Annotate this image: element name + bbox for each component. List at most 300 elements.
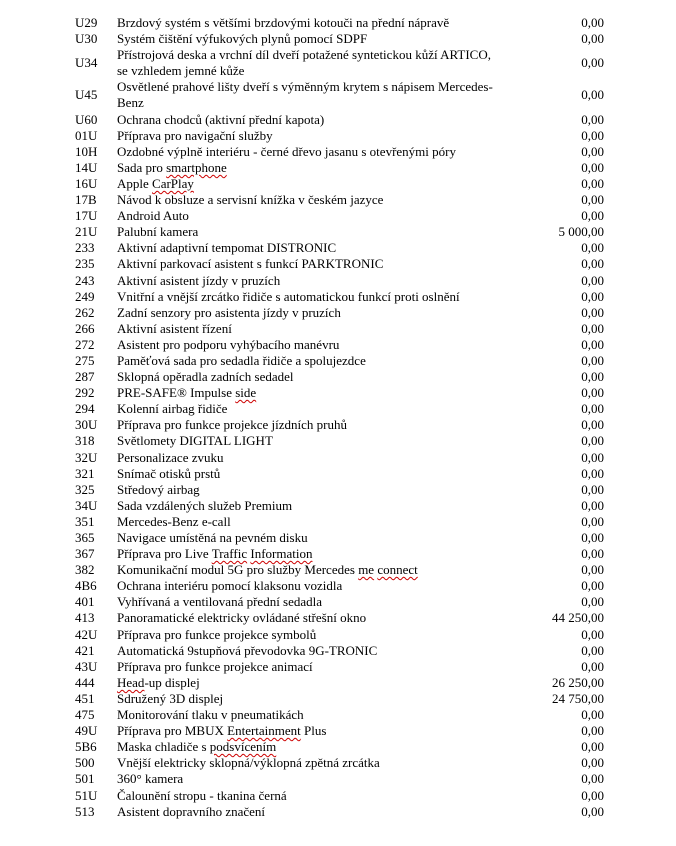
- table-row: [75, 723, 604, 739]
- option-code: 275: [75, 352, 95, 368]
- option-price: 0,00: [581, 449, 604, 465]
- description-line: [117, 289, 460, 304]
- option-price: 0,00: [581, 15, 604, 30]
- description-text: Příprava pro funkce projekce jízdních pruhů: [117, 417, 347, 433]
- description-text: Mercedes-Benz e-call: [117, 513, 231, 529]
- option-code: 513: [75, 803, 95, 819]
- description-text: Příprava pro Live: [117, 546, 212, 562]
- option-code: 475: [75, 707, 95, 723]
- option-description: [117, 627, 529, 643]
- table-row: [75, 112, 604, 128]
- description-line: [117, 707, 304, 722]
- table-row: [75, 353, 604, 369]
- table-row: [75, 337, 604, 353]
- description-text: Komunikační modul 5G pro služby Mercedes: [117, 562, 359, 578]
- misspelled-word: Entertainment: [227, 723, 301, 739]
- description-line: [117, 771, 183, 786]
- option-description: [117, 610, 529, 626]
- option-price: 0,00: [581, 111, 604, 127]
- table-row: [75, 755, 604, 771]
- misspelled-word: side: [235, 385, 257, 401]
- option-price: 0,00: [581, 320, 604, 336]
- option-price: 0,00: [581, 336, 604, 352]
- table-row: [75, 610, 604, 626]
- option-price: 0,00: [581, 208, 604, 224]
- description-line: [117, 788, 287, 803]
- table-row: [75, 804, 604, 820]
- option-price: 0,00: [581, 417, 604, 433]
- option-price: 0,00: [581, 771, 604, 787]
- description-line: [117, 79, 493, 94]
- option-code: 34U: [75, 497, 98, 513]
- option-code: U60: [75, 111, 98, 127]
- description-text: Personalizace zvuku: [117, 449, 224, 465]
- option-description: [117, 804, 529, 820]
- option-description: [117, 643, 529, 659]
- option-code: 413: [75, 610, 95, 626]
- option-code: 30U: [75, 417, 98, 433]
- table-row: [75, 305, 604, 321]
- description-line: [117, 691, 223, 706]
- option-description: [117, 208, 529, 224]
- misspelled-word: CarPlay: [152, 175, 194, 191]
- option-code: 17U: [75, 208, 98, 224]
- table-row: [75, 144, 604, 160]
- description-line: [117, 192, 383, 207]
- option-code: 351: [75, 513, 95, 529]
- option-price: 0,00: [581, 594, 604, 610]
- table-row: [75, 771, 604, 787]
- option-price: 0,00: [581, 530, 604, 545]
- table-row: [75, 273, 604, 289]
- option-description: [117, 594, 529, 610]
- description-line: [117, 482, 200, 497]
- description-line: [117, 128, 273, 143]
- description-text: Sdružený 3D displej: [117, 690, 224, 706]
- option-description: [117, 305, 529, 321]
- option-code: 01U: [75, 127, 98, 143]
- description-text: Příprava pro funkce projekce animací: [117, 658, 313, 674]
- misspelled-word: smartphone: [166, 159, 227, 175]
- description-text: Aktivní parkovací asistent s funkcí PARKTRONIC: [117, 256, 384, 272]
- description-line: [117, 47, 491, 62]
- option-price: 0,00: [581, 369, 604, 385]
- table-row: [75, 691, 604, 707]
- description-line: [117, 176, 194, 191]
- option-price: 0,00: [581, 481, 604, 497]
- description-line: [117, 594, 322, 609]
- option-description: [117, 482, 529, 498]
- option-description: [117, 273, 529, 289]
- options-price-table: [75, 15, 604, 820]
- option-code: U34: [75, 55, 98, 71]
- table-row: [75, 530, 604, 546]
- option-price: 0,00: [581, 87, 604, 103]
- description-line: [117, 417, 347, 432]
- description-line: [117, 160, 227, 175]
- option-description: [117, 337, 529, 353]
- table-row: [75, 208, 604, 224]
- option-price: 0,00: [581, 352, 604, 368]
- table-row: [75, 240, 604, 256]
- option-price: 0,00: [581, 175, 604, 191]
- option-code: 32U: [75, 449, 98, 465]
- option-price: 0,00: [581, 127, 604, 143]
- option-description: [117, 176, 529, 192]
- description-text: Aktivní asistent řízení: [117, 320, 232, 336]
- misspelled-word: me: [358, 562, 375, 578]
- description-text: Snímač otisků prstů: [117, 465, 221, 481]
- description-line: [117, 610, 366, 625]
- description-text: Monitorování tlaku v pneumatikách: [117, 707, 304, 723]
- option-code: 294: [75, 401, 95, 417]
- option-code: 235: [75, 256, 95, 272]
- table-row: [75, 15, 604, 31]
- option-description: [117, 289, 529, 305]
- description-line: [117, 256, 383, 271]
- option-code: 325: [75, 481, 95, 497]
- option-code: 500: [75, 755, 95, 771]
- description-line: [117, 208, 189, 223]
- table-row: [75, 47, 604, 79]
- option-price: 0,00: [581, 755, 604, 771]
- option-description: [117, 675, 529, 691]
- option-code: 42U: [75, 626, 98, 642]
- description-line: [117, 305, 341, 320]
- option-price: 0,00: [581, 272, 604, 288]
- description-line: [117, 530, 308, 545]
- option-code: 51U: [75, 787, 98, 803]
- description-line: [117, 144, 456, 159]
- description-line: [117, 755, 380, 770]
- option-description: [117, 401, 529, 417]
- option-code: U30: [75, 31, 98, 47]
- option-description: [117, 256, 529, 272]
- option-price: 0,00: [581, 658, 604, 674]
- option-price: 0,00: [581, 159, 604, 175]
- option-price: 0,00: [581, 739, 604, 755]
- description-text: Příprava pro funkce projekce symbolů: [117, 626, 317, 642]
- option-code: 4B6: [75, 578, 97, 594]
- description-text: 360° kamera: [117, 771, 184, 787]
- option-price: 0,00: [581, 304, 604, 320]
- option-price: 0,00: [581, 55, 604, 71]
- description-line: [117, 450, 223, 465]
- description-text: Palubní kamera: [117, 224, 199, 240]
- option-code: 501: [75, 771, 95, 787]
- table-row: [75, 450, 604, 466]
- description-text: Světlomety DIGITAL LIGHT: [117, 433, 273, 449]
- description-line: [117, 224, 198, 239]
- option-code: 5B6: [75, 739, 97, 755]
- misspelled-word: Information: [250, 546, 313, 562]
- option-description: [117, 433, 529, 449]
- option-code: 421: [75, 642, 95, 658]
- table-row: [75, 482, 604, 498]
- description-text: Sada pro: [117, 159, 167, 175]
- option-description: [117, 530, 529, 546]
- misspelled-word: connect: [377, 562, 418, 578]
- description-line: [117, 643, 377, 658]
- description-line: [117, 95, 144, 110]
- table-row: [75, 659, 604, 675]
- option-price: 44 250,00: [552, 610, 604, 626]
- table-row: [75, 256, 604, 272]
- table-row: [75, 578, 604, 594]
- table-row: [75, 675, 604, 691]
- option-description: [117, 578, 529, 594]
- table-row: [75, 433, 604, 449]
- table-row: [75, 224, 604, 240]
- description-text: Návod k obsluze a servisní knížka v českém jazyce: [117, 192, 384, 208]
- description-line: [117, 63, 244, 78]
- option-price: 0,00: [581, 723, 604, 739]
- table-row: [75, 192, 604, 208]
- table-row: [75, 31, 604, 47]
- description-line: [117, 353, 366, 368]
- option-price: 0,00: [581, 143, 604, 159]
- description-text: Zadní senzory pro asistenta jízdy v pruzích: [117, 304, 341, 320]
- description-text: Benz: [117, 95, 144, 111]
- table-row: [75, 417, 604, 433]
- table-row: [75, 466, 604, 482]
- option-description: [117, 192, 529, 208]
- description-text: Sada vzdálených služeb Premium: [117, 497, 293, 513]
- option-description: [117, 739, 529, 755]
- option-code: 266: [75, 320, 95, 336]
- option-code: 401: [75, 594, 95, 610]
- option-description: [117, 112, 529, 128]
- option-code: 382: [75, 562, 95, 578]
- description-line: [117, 433, 273, 448]
- description-line: [117, 739, 276, 754]
- description-text: Vnitřní a vnější zrcátko řidiče s automatickou funkcí proti oslnění: [117, 288, 460, 304]
- table-row: [75, 707, 604, 723]
- table-row: [75, 385, 604, 401]
- option-price: 0,00: [581, 385, 604, 401]
- table-row: [75, 643, 604, 659]
- option-price: 0,00: [581, 433, 604, 449]
- option-description: [117, 224, 529, 240]
- table-row: [75, 627, 604, 643]
- option-description: [117, 723, 529, 739]
- description-line: [117, 627, 316, 642]
- description-line: [117, 240, 336, 255]
- description-text: Asistent dopravního značení: [117, 803, 266, 819]
- description-line: [117, 466, 220, 481]
- option-description: [117, 47, 529, 79]
- option-code: 21U: [75, 224, 98, 240]
- description-line: [117, 562, 418, 577]
- description-text: Čalounění stropu - tkanina černá: [117, 787, 287, 803]
- description-line: [117, 401, 227, 416]
- description-text: Přístrojová deska a vrchní díl dveří potažené syntetickou kůží ARTICO,: [117, 47, 491, 63]
- option-price: 0,00: [581, 787, 604, 803]
- description-text: Příprava pro MBUX: [117, 723, 228, 739]
- option-code: 292: [75, 385, 95, 401]
- option-code: 367: [75, 546, 95, 562]
- option-description: [117, 144, 529, 160]
- option-code: 318: [75, 433, 95, 449]
- description-text: Ochrana interiéru pomocí klaksonu vozidla: [117, 578, 343, 594]
- description-line: [117, 675, 200, 690]
- description-text: Aktivní asistent jízdy v pruzích: [117, 272, 281, 288]
- table-row: [75, 514, 604, 530]
- description-line: [117, 337, 339, 352]
- option-price: 0,00: [581, 401, 604, 417]
- table-row: [75, 546, 604, 562]
- description-line: [117, 321, 232, 336]
- description-line: [117, 15, 449, 30]
- option-code: 365: [75, 530, 95, 545]
- description-text: Android Auto: [117, 208, 189, 224]
- description-line: [117, 723, 326, 738]
- option-code: 272: [75, 336, 95, 352]
- option-price: 0,00: [581, 31, 604, 47]
- option-price: 0,00: [581, 546, 604, 562]
- option-price: 0,00: [581, 562, 604, 578]
- option-description: [117, 659, 529, 675]
- option-description: [117, 79, 529, 111]
- option-code: 451: [75, 690, 95, 706]
- option-description: [117, 498, 529, 514]
- option-price: 0,00: [581, 513, 604, 529]
- option-code: 14U: [75, 159, 98, 175]
- option-description: [117, 546, 529, 562]
- option-description: [117, 771, 529, 787]
- option-code: 16U: [75, 175, 98, 191]
- option-price: 0,00: [581, 497, 604, 513]
- description-text: Plus: [300, 723, 327, 739]
- table-row: [75, 562, 604, 578]
- option-code: 17B: [75, 192, 97, 208]
- option-code: 287: [75, 369, 95, 385]
- option-description: [117, 385, 529, 401]
- table-row: [75, 128, 604, 144]
- option-description: [117, 31, 529, 47]
- option-price: 0,00: [581, 707, 604, 723]
- option-price: 0,00: [581, 626, 604, 642]
- misspelled-word: Head: [117, 674, 145, 690]
- option-price: 0,00: [581, 256, 604, 272]
- description-line: [117, 546, 312, 561]
- description-text: Navigace umístěná na pevném disku: [117, 530, 308, 545]
- option-description: [117, 514, 529, 530]
- description-text: Aktivní adaptivní tempomat DISTRONIC: [117, 240, 337, 256]
- table-row: [75, 160, 604, 176]
- description-text: Středový airbag: [117, 481, 200, 497]
- description-text: Sklopná opěradla zadních sedadel: [117, 369, 294, 385]
- option-code: U29: [75, 15, 98, 30]
- option-price: 26 250,00: [552, 674, 604, 690]
- option-price: 0,00: [581, 240, 604, 256]
- option-description: [117, 160, 529, 176]
- option-price: 5 000,00: [558, 224, 604, 240]
- option-code: 249: [75, 288, 95, 304]
- option-description: [117, 15, 529, 31]
- description-line: [117, 659, 313, 674]
- description-line: [117, 273, 280, 288]
- description-line: [117, 498, 292, 513]
- option-price: 0,00: [581, 803, 604, 819]
- description-text: Ochrana chodců (aktivní přední kapota): [117, 111, 325, 127]
- table-row: [75, 594, 604, 610]
- description-text: Brzdový systém s většími brzdovými kotouči na přední nápravě: [117, 15, 450, 30]
- option-price: 0,00: [581, 192, 604, 208]
- description-text: Automatická 9stupňová převodovka 9G-TRONIC: [117, 642, 378, 658]
- option-description: [117, 417, 529, 433]
- description-text: -up displej: [144, 674, 200, 690]
- description-text: Vyhřívaná a ventilovaná přední sedadla: [117, 594, 323, 610]
- option-code: 444: [75, 674, 95, 690]
- description-text: Asistent pro podporu vyhýbacího manévru: [117, 336, 340, 352]
- table-row: [75, 788, 604, 804]
- option-code: 233: [75, 240, 95, 256]
- option-description: [117, 755, 529, 771]
- description-text: Paměťová sada pro sedadla řidiče a spolujezdce: [117, 352, 366, 368]
- option-code: U45: [75, 87, 98, 103]
- option-description: [117, 369, 529, 385]
- description-line: [117, 31, 367, 46]
- description-line: [117, 578, 342, 593]
- misspelled-word: Traffic: [211, 546, 248, 562]
- description-text: Systém čištění výfukových plynů pomocí SDPF: [117, 31, 368, 47]
- option-code: 321: [75, 465, 95, 481]
- description-text: Apple: [117, 175, 153, 191]
- option-code: 43U: [75, 658, 98, 674]
- option-price: 0,00: [581, 465, 604, 481]
- description-text: Ozdobné výplně interiéru - černé dřevo jasanu s otevřenými póry: [117, 143, 456, 159]
- description-text: Panoramatické elektricky ovládané střešní okno: [117, 610, 367, 626]
- description-line: [117, 369, 294, 384]
- description-line: [117, 804, 265, 819]
- option-code: 243: [75, 272, 95, 288]
- misspelled-word: podsvícením: [209, 739, 277, 755]
- table-row: [75, 401, 604, 417]
- description-text: Maska chladiče s: [117, 739, 210, 755]
- option-price: 0,00: [581, 288, 604, 304]
- table-row: [75, 176, 604, 192]
- option-description: [117, 353, 529, 369]
- option-description: [117, 321, 529, 337]
- option-code: 49U: [75, 723, 98, 739]
- option-description: [117, 707, 529, 723]
- option-description: [117, 128, 529, 144]
- option-price: 0,00: [581, 642, 604, 658]
- options-table-body: [75, 15, 604, 820]
- table-row: [75, 498, 604, 514]
- option-description: [117, 240, 529, 256]
- option-code: 262: [75, 304, 95, 320]
- table-row: [75, 289, 604, 305]
- option-description: [117, 466, 529, 482]
- table-row: [75, 369, 604, 385]
- option-price: 24 750,00: [552, 690, 604, 706]
- option-price: 0,00: [581, 578, 604, 594]
- option-description: [117, 691, 529, 707]
- description-line: [117, 385, 256, 400]
- option-description: [117, 788, 529, 804]
- option-description: [117, 562, 529, 578]
- description-text: Osvětlené prahové lišty dveří s výměnným krytem s nápisem Mercedes-: [117, 79, 493, 95]
- option-code: 10H: [75, 143, 98, 159]
- table-row: [75, 739, 604, 755]
- description-text: se vzhledem jemné kůže: [117, 63, 245, 79]
- description-text: PRE-SAFE® Impulse: [117, 385, 236, 401]
- description-text: Kolenní airbag řidiče: [117, 401, 228, 417]
- table-row: [75, 321, 604, 337]
- description-text: Vnější elektricky sklopná/výklopná zpětná zrcátka: [117, 755, 380, 771]
